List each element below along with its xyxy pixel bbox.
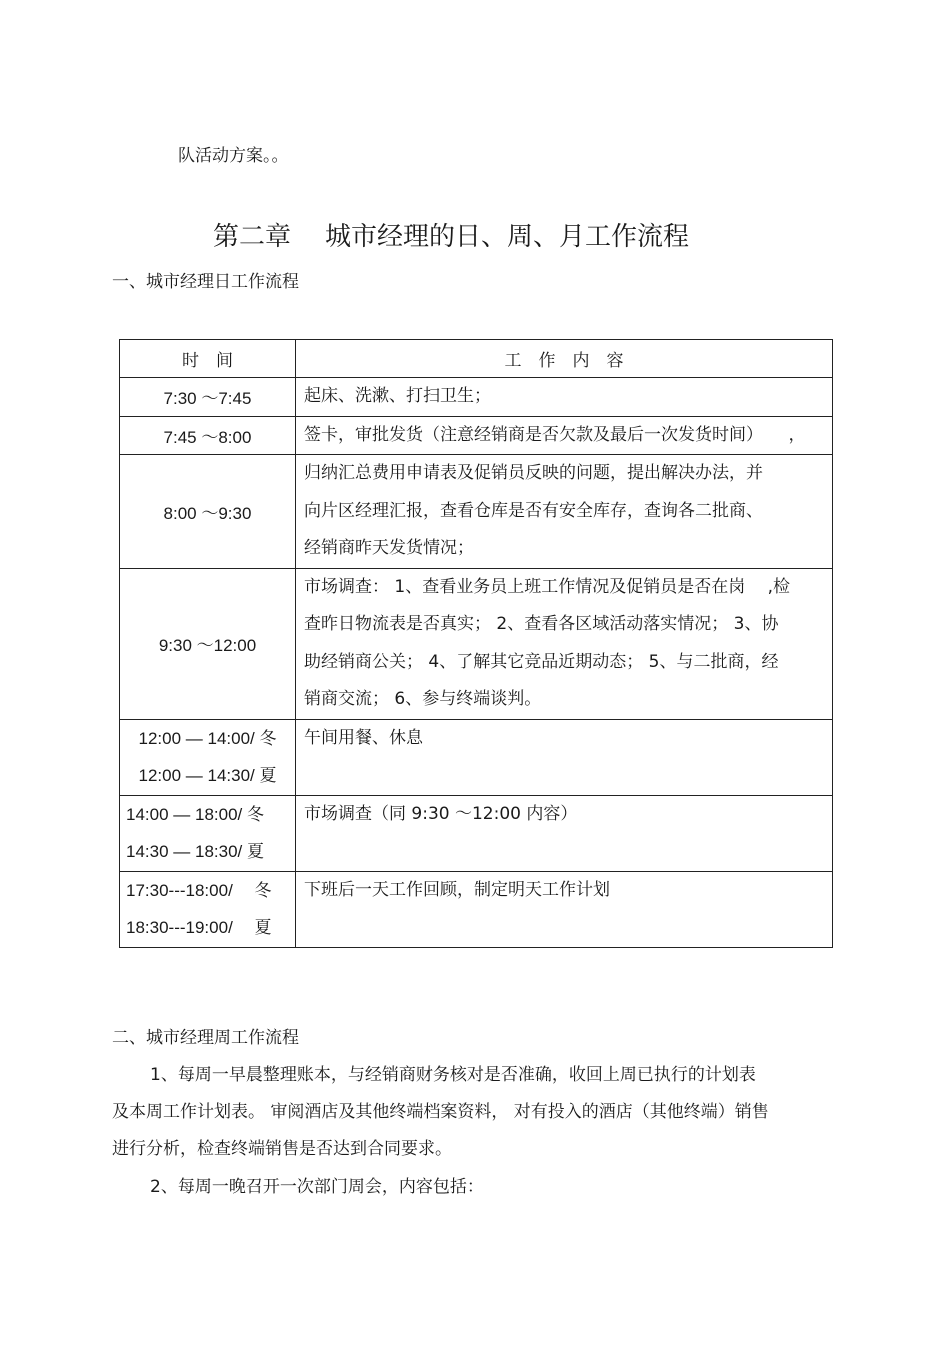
daily-schedule-table: [119, 339, 833, 948]
section-heading-weekly: 二、城市经理周工作流程: [112, 1028, 299, 1048]
weekly-paragraph-1-line-2: 及本周工作计划表。 审阅酒店及其他终端档案资料， 对有投入的酒店（其他终端）销售: [112, 1102, 769, 1122]
table-row: [120, 719, 833, 795]
table-row: [120, 455, 833, 569]
table-row: [120, 795, 833, 871]
table-header-row: [120, 340, 833, 378]
row-content: 归纳汇总费用申请表及促销员反映的问题，提出解决办法，并 向片区经理汇报，查看仓库是否有安全库存，查询各二批商、 经销商昨天发货情况；: [296, 455, 833, 569]
row-content: 市场调查： 1、查看业务员上班工作情况及促销员是否在岗 ,检 查昨日物流表是否真实； 2、查看各区域活动落实情况； 3、协 助经销商公关； 4、了解其它竞品近期动态； 5、与二批商，经 销商交流； 6、参与终端谈判。: [296, 568, 833, 719]
chapter-title-text: 城市经理的日、周、月工作流程: [325, 222, 690, 252]
row-time: 7:45 ～8:00: [120, 416, 296, 455]
row-content: 下班后一天工作回顾，制定明天工作计划: [296, 871, 833, 947]
section-heading-daily: 一、城市经理日工作流程: [112, 272, 299, 292]
row-time: 12:00 — 14:00/ 冬 12:00 — 14:30/ 夏: [120, 719, 296, 795]
row-time: 17:30---18:00/ 冬 18:30---19:00/ 夏: [120, 871, 296, 947]
weekly-paragraph-2: 2、每周一晚召开一次部门周会，内容包括：: [150, 1177, 484, 1197]
chapter-title: [213, 222, 689, 252]
header-content: 工 作 内 容: [296, 340, 833, 378]
header-time: 时 间: [120, 340, 296, 378]
chapter-number: 第二章: [213, 222, 292, 252]
intro-text: 队活动方案。。: [178, 146, 289, 166]
row-time: 7:30 ～7:45: [120, 378, 296, 417]
row-time: 14:00 — 18:00/ 冬 14:30 — 18:30/ 夏: [120, 795, 296, 871]
row-content: 午间用餐、休息: [296, 719, 833, 795]
row-content: 市场调查（同 9:30 ～12:00 内容）: [296, 795, 833, 871]
table-row: [120, 871, 833, 947]
weekly-paragraph-1-line-1: 1、每周一早晨整理账本，与经销商财务核对是否准确，收回上周已执行的计划表: [150, 1065, 756, 1085]
table-row: [120, 568, 833, 719]
weekly-paragraph-1-line-3: 进行分析，检查终端销售是否达到合同要求。: [112, 1139, 452, 1159]
row-time: 9:30 ～12:00: [120, 568, 296, 719]
table-row: [120, 416, 833, 455]
row-content: 起床、洗漱、打扫卫生；: [296, 378, 833, 417]
table-row: [120, 378, 833, 417]
row-content: 签卡，审批发货（注意经销商是否欠款及最后一次发货时间） ，: [296, 416, 833, 455]
row-time: 8:00 ～9:30: [120, 455, 296, 569]
